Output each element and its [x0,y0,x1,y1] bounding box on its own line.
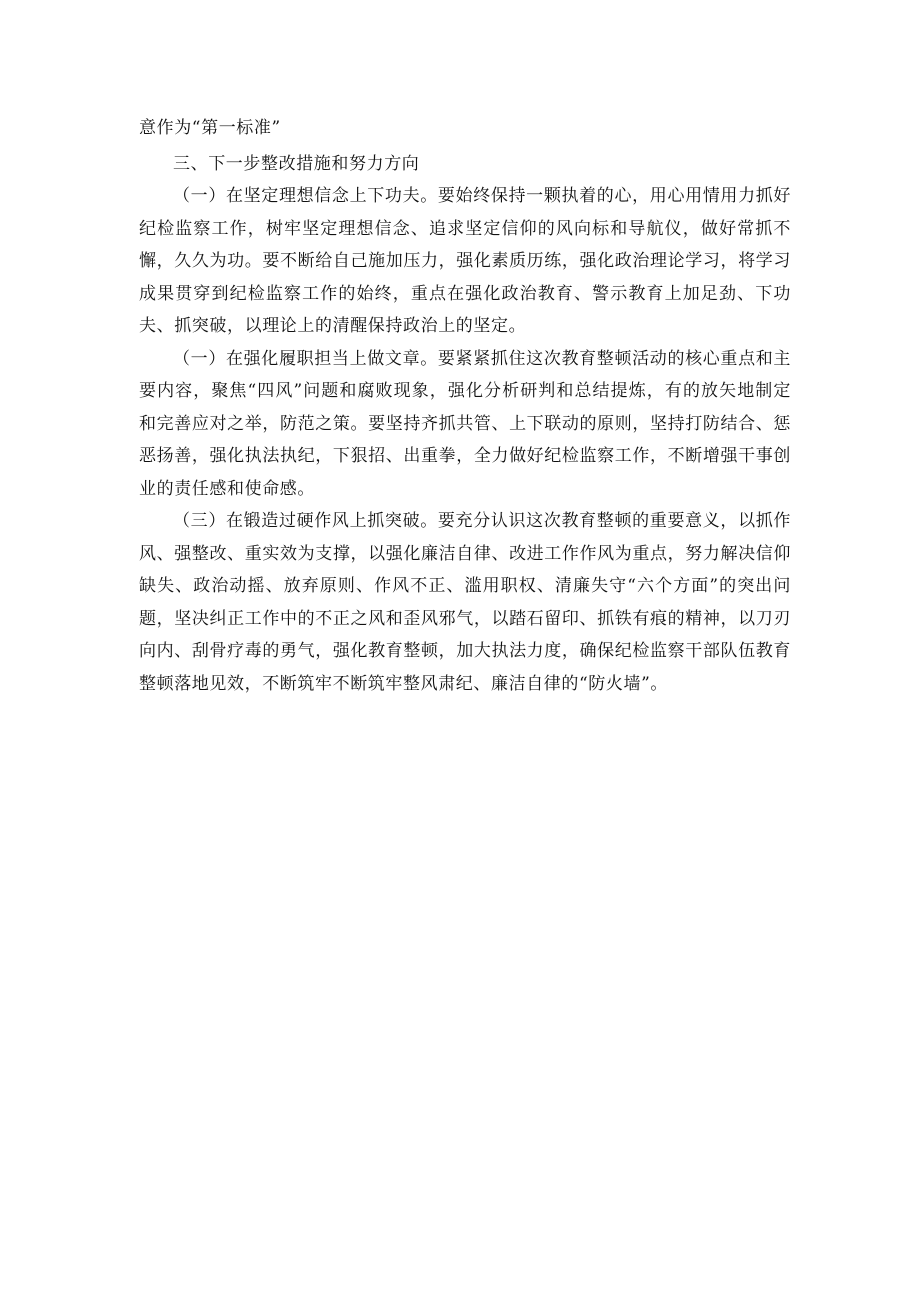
paragraph-2: （一）在强化履职担当上做文章。要紧紧抓住这次教育整顿活动的核心重点和主要内容，聚焦“四风”问题和腐败现象，强化分析研判和总结提炼，有的放矢地制定和完善应对之举，防范之策。要坚持齐抓共管、上下联动的原则，坚持打防结合、惩恶扬善，强化执法执纪，下狠招、出重拳，全力做好纪检监察工作，不断增强干事创业的责任感和使命感。 [139,348,791,499]
paragraph-1: （一）在坚定理想信念上下功夫。要始终保持一颗执着的心，用心用情用力抓好纪检监察工作，树牢坚定理想信念、追求坚定信仰的风向标和导航仪，做好常抓不懈，久久为功。要不断给自己施加压力，强化素质历练，强化政治理论学习，将学习成果贯穿到纪检监察工作的始终，重点在强化政治教育、警示教育上加足劲、下功夫、抓突破，以理论上的清醒保持政治上的坚定。 [139,186,791,336]
document-body [139,112,791,700]
paragraph-3: （三）在锻造过硬作风上抓突破。要充分认识这次教育整顿的重要意义，以抓作风、强整改、重实效为支撑，以强化廉洁自律、改进工作作风为重点，努力解决信仰缺失、政治动摇、放弃原则、作风不正、滥用职权、清廉失守“六个方面”的突出问题，坚决纠正工作中的不正之风和歪风邪气，以踏石留印、抓铁有痕的精神，以刀刃向内、刮骨疗毒的勇气，强化教育整顿，加大执法力度，确保纪检监察干部队伍教育整顿落地见效，不断筑牢不断筑牢整风肃纪、廉洁自律的“防火墙”。 [139,511,791,694]
section-heading: 三、下一步整改措施和努力方向 [173,153,420,174]
continuation-line: 意作为“第一标准” [139,118,281,138]
